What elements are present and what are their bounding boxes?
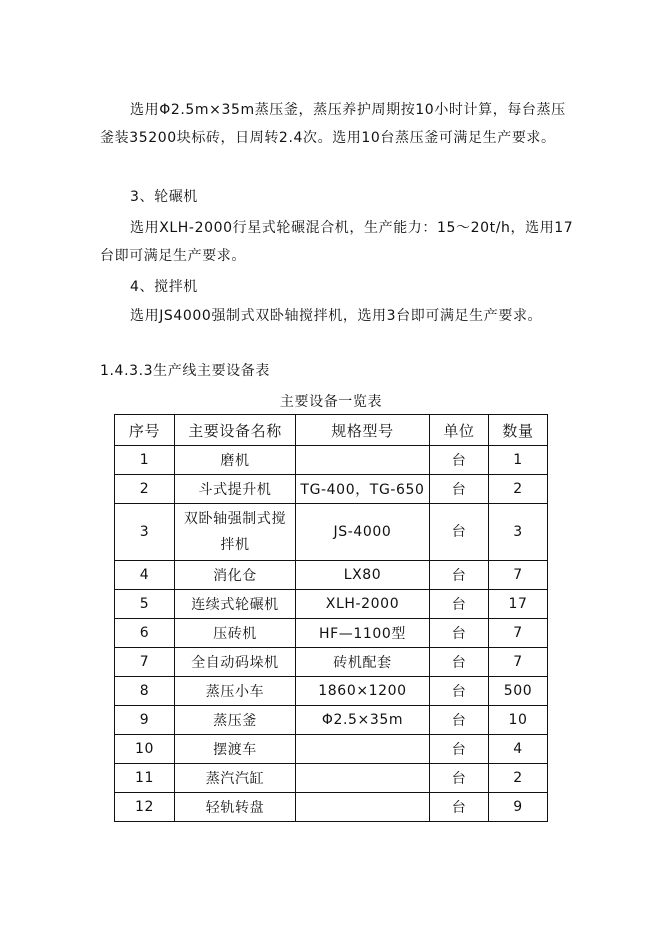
- cell-index: 2: [115, 475, 175, 504]
- cell-unit: 台: [430, 619, 489, 648]
- cell-unit: 台: [430, 504, 489, 561]
- cell-unit: 台: [430, 648, 489, 677]
- cell-name: 消化仓: [175, 561, 296, 590]
- cell-unit: 台: [430, 475, 489, 504]
- cell-unit: 台: [430, 735, 489, 764]
- header-name: 主要设备名称: [175, 415, 296, 446]
- header-qty: 数量: [489, 415, 548, 446]
- cell-spec: [296, 735, 430, 764]
- cell-name: 磨机: [175, 446, 296, 475]
- cell-qty: 17: [489, 590, 548, 619]
- table-row: [115, 706, 548, 735]
- cell-unit: 台: [430, 677, 489, 706]
- cell-qty: 7: [489, 648, 548, 677]
- cell-index: 8: [115, 677, 175, 706]
- cell-spec: LX80: [296, 561, 430, 590]
- cell-qty: 7: [489, 561, 548, 590]
- cell-unit: 台: [430, 590, 489, 619]
- table-row: [115, 648, 548, 677]
- cell-index: 7: [115, 648, 175, 677]
- cell-index: 6: [115, 619, 175, 648]
- cell-spec: [296, 764, 430, 793]
- cell-name: 连续式轮碾机: [175, 590, 296, 619]
- cell-qty: 2: [489, 475, 548, 504]
- table-row: [115, 793, 548, 822]
- table-caption: 主要设备一览表: [279, 394, 383, 410]
- cell-index: 4: [115, 561, 175, 590]
- table-row: [115, 475, 548, 504]
- cell-qty: 2: [489, 764, 548, 793]
- cell-unit: 台: [430, 446, 489, 475]
- cell-spec: JS-4000: [296, 504, 430, 561]
- cell-spec: XLH-2000: [296, 590, 430, 619]
- table-row: [115, 764, 548, 793]
- equipment-table: [114, 414, 548, 822]
- cell-qty: 10: [489, 706, 548, 735]
- table-row: [115, 590, 548, 619]
- heading-mixer: 4、搅拌机: [130, 279, 198, 295]
- table-row: [115, 561, 548, 590]
- cell-index: 10: [115, 735, 175, 764]
- cell-spec: 1860×1200: [296, 677, 430, 706]
- cell-spec: TG-400，TG-650: [296, 475, 430, 504]
- cell-spec: HF—1100型: [296, 619, 430, 648]
- cell-name: 蒸压釜: [175, 706, 296, 735]
- cell-qty: 7: [489, 619, 548, 648]
- table-row: [115, 735, 548, 764]
- cell-unit: 台: [430, 793, 489, 822]
- section-title: 1.4.3.3生产线主要设备表: [100, 363, 270, 379]
- cell-spec: [296, 793, 430, 822]
- cell-index: 9: [115, 706, 175, 735]
- table-row: [115, 504, 548, 561]
- cell-name: 斗式提升机: [175, 475, 296, 504]
- paragraph-autoclave: 选用Φ2.5m×35m蒸压釜，蒸压养护周期按10小时计算，每台蒸压釜装35200块标砖，日周转2.4次。选用10台蒸压釜可满足生产要求。: [100, 102, 566, 146]
- paragraph-mixer: 选用JS4000强制式双卧轴搅拌机，选用3台即可满足生产要求。: [130, 308, 543, 324]
- table-row: [115, 677, 548, 706]
- header-spec: 规格型号: [296, 415, 430, 446]
- cell-name: 双卧轴强制式搅拌机: [175, 504, 296, 561]
- cell-name: 蒸汽汽缸: [175, 764, 296, 793]
- cell-spec: [296, 446, 430, 475]
- cell-name: 摆渡车: [175, 735, 296, 764]
- cell-spec: Φ2.5×35m: [296, 706, 430, 735]
- paragraph-wheel-mill: 选用XLH-2000行星式轮碾混合机，生产能力：15～20t/h，选用17台即可满足生产要求。: [100, 220, 574, 264]
- cell-qty: 500: [489, 677, 548, 706]
- table-header-row: [115, 415, 548, 446]
- cell-index: 12: [115, 793, 175, 822]
- cell-unit: 台: [430, 764, 489, 793]
- cell-index: 1: [115, 446, 175, 475]
- cell-index: 3: [115, 504, 175, 561]
- cell-name: 全自动码垛机: [175, 648, 296, 677]
- header-index: 序号: [115, 415, 175, 446]
- table-row: [115, 446, 548, 475]
- cell-name: 轻轨转盘: [175, 793, 296, 822]
- cell-index: 5: [115, 590, 175, 619]
- cell-spec: 砖机配套: [296, 648, 430, 677]
- cell-qty: 4: [489, 735, 548, 764]
- heading-wheel-mill: 3、轮碾机: [130, 189, 198, 205]
- cell-unit: 台: [430, 561, 489, 590]
- cell-index: 11: [115, 764, 175, 793]
- cell-unit: 台: [430, 706, 489, 735]
- cell-qty: 1: [489, 446, 548, 475]
- table-row: [115, 619, 548, 648]
- cell-qty: 9: [489, 793, 548, 822]
- cell-qty: 3: [489, 504, 548, 561]
- header-unit: 单位: [430, 415, 489, 446]
- cell-name: 蒸压小车: [175, 677, 296, 706]
- cell-name: 压砖机: [175, 619, 296, 648]
